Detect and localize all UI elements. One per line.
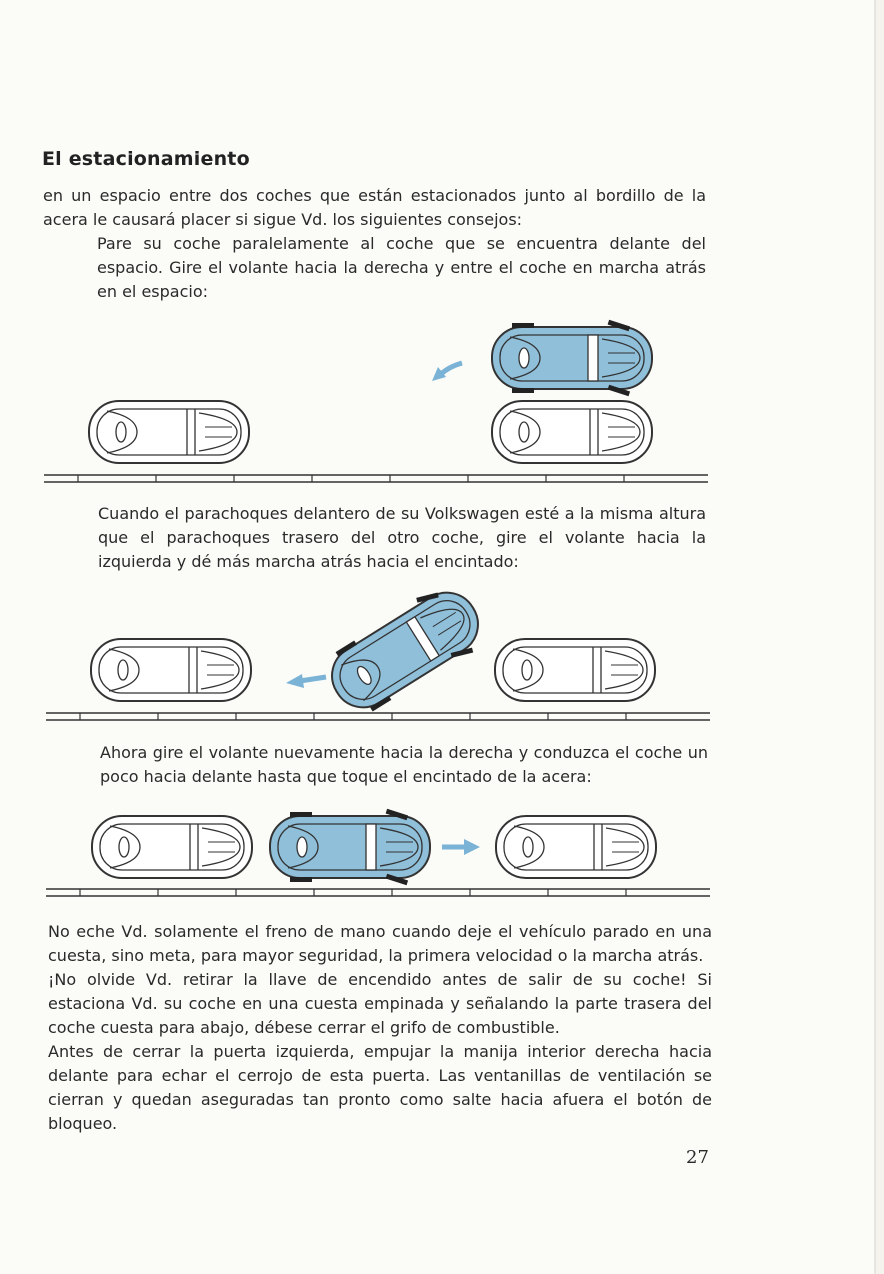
parking-step1-illustration — [0, 315, 884, 490]
arrow-icon — [432, 363, 462, 381]
parking-step2-illustration — [0, 580, 884, 730]
parked-car-left — [92, 816, 252, 878]
volkswagen-car — [492, 320, 652, 397]
parking-step3-illustration — [0, 800, 884, 910]
volkswagen-car — [317, 580, 493, 725]
parked-car-left — [89, 401, 249, 463]
step3-paragraph: Ahora gire el volante nuevamente hacia la derecha y conduzca el coche un poco hacia delante hasta que toque el encintado de la acera: — [100, 743, 708, 786]
curb — [46, 889, 710, 896]
parked-car-right — [496, 816, 656, 878]
arrow-icon — [286, 674, 326, 688]
parked-car-right — [492, 401, 652, 463]
parked-car-left — [91, 639, 251, 701]
volkswagen-car — [270, 809, 430, 886]
page-number: 27 — [686, 1147, 709, 1168]
arrow-icon — [442, 839, 480, 855]
note-ignition-paragraph: ¡No olvide Vd. retirar la llave de encendido antes de salir de su coche! Si estaciona Vd. su coche en una cuesta empinada y señalando la parte trasera del coche cuesta para abajo, débese cerrar el grifo de combustible. — [48, 970, 712, 1037]
step1-paragraph: Pare su coche paralelamente al coche que se encuentra delante del espacio. Gire el volante hacia la derecha y entre el coche en marcha atrás en el espacio: — [97, 234, 706, 301]
step2-paragraph: Cuando el parachoques delantero de su Volkswagen esté a la misma altura que el parachoques trasero del otro coche, gire el volante hacia la izquierda y dé más marcha atrás hacia el encintado: — [98, 504, 706, 571]
note-handbrake-paragraph: No eche Vd. solamente el freno de mano cuando deje el vehículo parado en una cuesta, sino meta, para mayor seguridad, la primera velocidad o la marcha atrás. — [48, 922, 712, 965]
parked-car-right — [495, 639, 655, 701]
note-door-lock-paragraph: Antes de cerrar la puerta izquierda, empujar la manija interior derecha hacia delante para echar el cerrojo de esta puerta. Las ventanillas de ventilación se cierran y quedan aseguradas tan pronto como salte hacia afuera el botón de bloqueo. — [48, 1042, 712, 1133]
curb — [46, 713, 710, 720]
page-heading: El estacionamiento — [42, 148, 250, 170]
intro-paragraph: en un espacio entre dos coches que están estacionados junto al bordillo de la acera le causará placer si sigue Vd. los siguientes consejos: — [43, 186, 706, 229]
curb — [44, 475, 708, 482]
